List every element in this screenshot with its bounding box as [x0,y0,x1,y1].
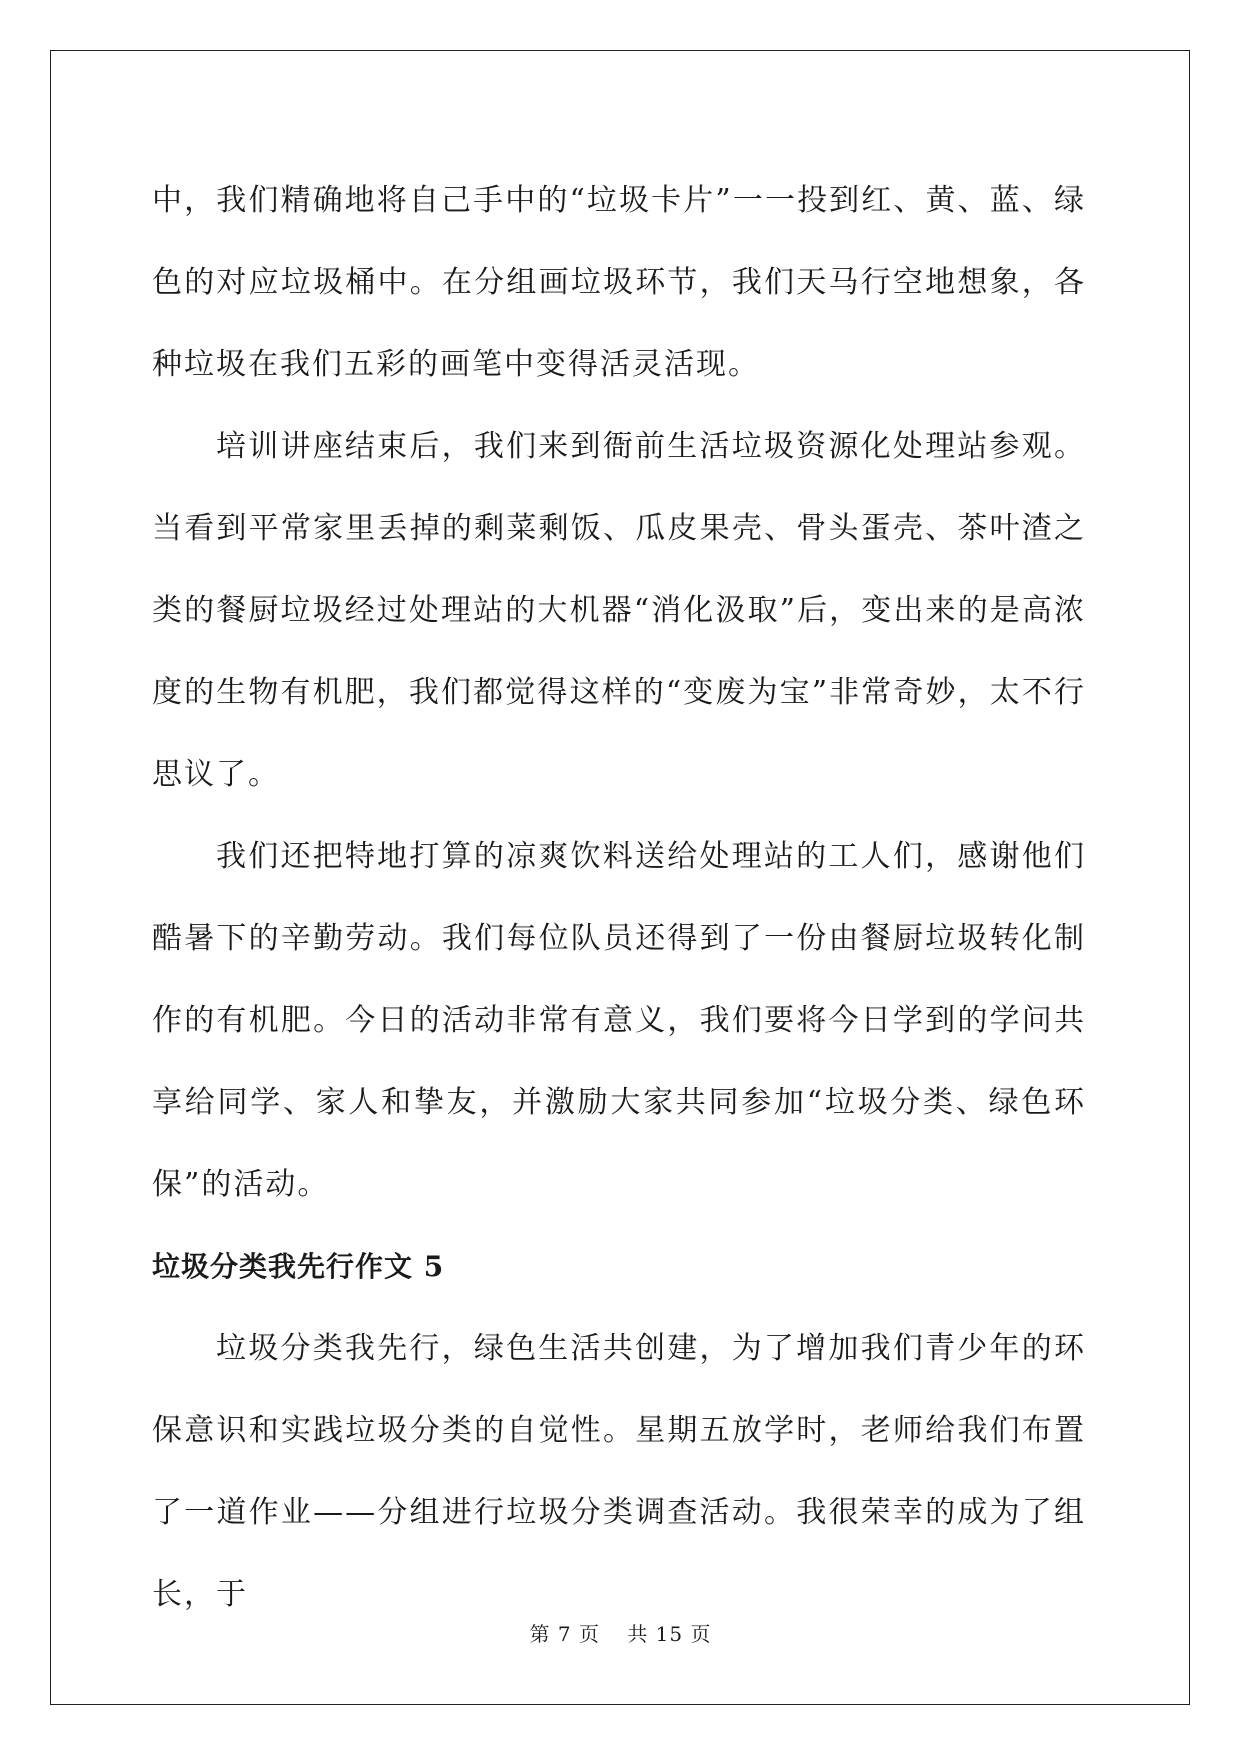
page-footer [0,1618,1241,1647]
paragraph-4: 垃圾分类我先行，绿色生活共创建，为了增加我们青少年的环保意识和实践垃圾分类的自觉性。星期五放学时，老师给我们布置了一道作业——分组进行垃圾分类调查活动。我很荣幸的成为了组长，于 [152,1331,1086,1612]
document-body [152,160,1086,1636]
paragraph-1: 中，我们精确地将自己手中的“垃圾卡片”一一投到红、黄、蓝、绿色的对应垃圾桶中。在分组画垃圾环节，我们天马行空地想象，各种垃圾在我们五彩的画笔中变得活灵活现。 [152,183,1086,382]
page-total: 共 15 页 [627,1622,712,1646]
paragraph-2: 培训讲座结束后，我们来到衙前生活垃圾资源化处理站参观。当看到平常家里丢掉的剩菜剩饭、瓜皮果壳、骨头蛋壳、茶叶渣之类的餐厨垃圾经过处理站的大机器“消化汲取”后，变出来的是高浓度的生物有机肥，我们都觉得这样的“变废为宝”非常奇妙，太不行思议了。 [152,429,1086,792]
section-heading: 垃圾分类我先行作文 5 [152,1250,445,1283]
paragraph-3: 我们还把特地打算的凉爽饮料送给处理站的工人们，感谢他们酷暑下的辛勤劳动。我们每位队员还得到了一份由餐厨垃圾转化制作的有机肥。今日的活动非常有意义，我们要将今日学到的学问共享给同学、家人和挚友，并激励大家共同参加“垃圾分类、绿色环保”的活动。 [152,839,1086,1202]
page-number: 第 7 页 [529,1622,600,1646]
